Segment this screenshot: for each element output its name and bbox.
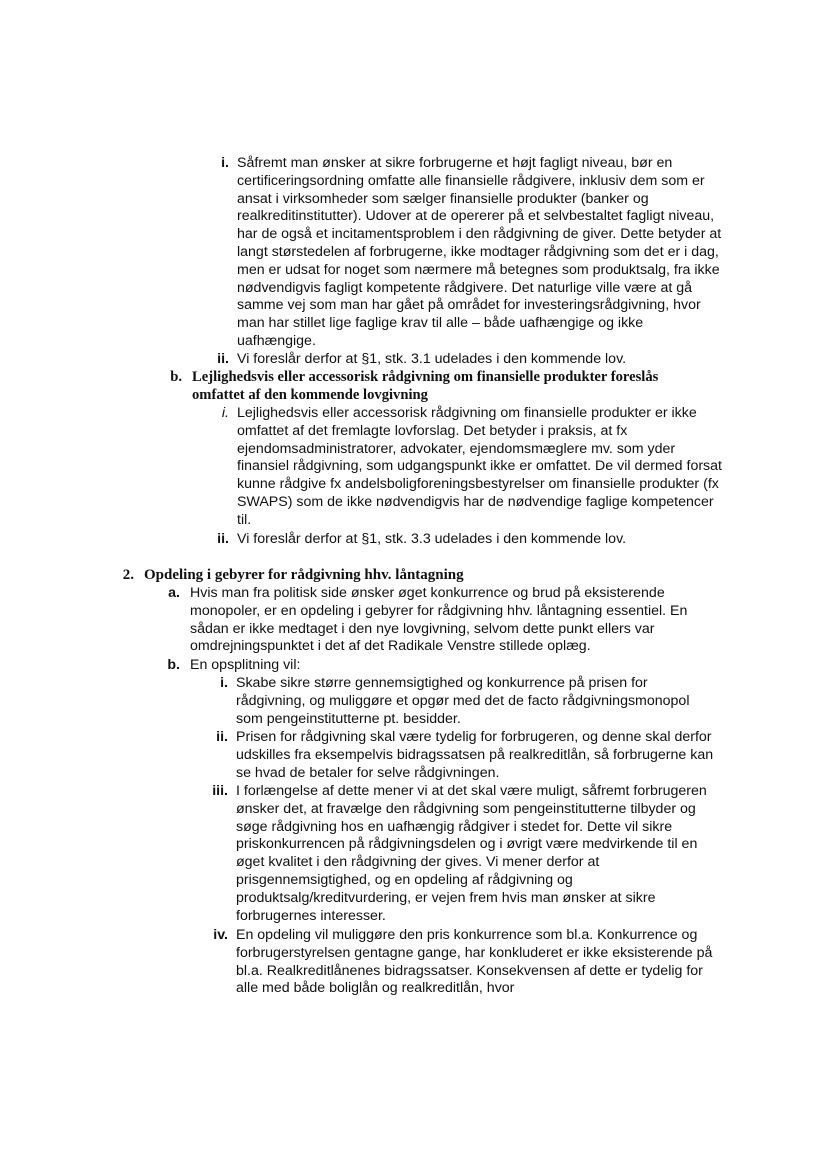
list-marker: i.: [220, 675, 228, 691]
section-title: Opdeling i gebyrer for rådgivning hhv. låntagning: [144, 567, 464, 583]
list-marker: b.: [167, 657, 180, 673]
list-item-1a-i: [205, 155, 725, 351]
list-item-text: Lejlighedsvis eller accessorisk rådgivning om finansielle produkter er ikke omfattet af det fremlagte lovforslag. Det betyder i praksis, at fx ejendomsadministratorer, advokater, ejendomsmæglere mv. som yder finansiel rådgivning, som udgangspunkt ikke er omfattet. De vil dermed forsat kunne rådgive fx andelsboligforeningsbestyrelser om finansielle produkter (fx SWAPS) som de ikke nødvendigvis har de nødvendige faglige kompetencer til.: [237, 405, 722, 528]
list-item-1b-ii: [205, 531, 725, 549]
list-marker: i.: [221, 155, 229, 171]
list-marker: b.: [170, 369, 182, 385]
list-marker: ii.: [217, 351, 229, 367]
list-item-heading: Lejlighedsvis eller accessorisk rådgivning om finansielle produkter foreslås omfattet af den kommende lovgivning: [192, 369, 659, 403]
list-item-text: I forlængelse af dette mener vi at det skal være muligt, såfremt forbrugeren ønsker det, at fravælge den rådgivning som pengeinstitutterne tilbyder og søge rådgivning hos en uafhængig rådgiver i stedet for. Dette vil sikre priskonkurrencen på rådgivningsdelen og i øvrigt være medvirkende til en øget kvalitet i den rådgivning der gives. Vi mener derfor at prisgennemsigtighed, og en opdeling af rådgivning og produktsalg/kreditvurdering, er vejen frem hvis man ønsker at sikre forbrugernes interesser.: [236, 783, 707, 924]
section-heading-2: [112, 567, 712, 585]
list-marker: ii.: [216, 729, 228, 745]
list-item-2b-ii: [200, 729, 720, 782]
list-item-2a: [160, 585, 720, 656]
list-item-2b-iii: [200, 783, 720, 925]
list-item-2b-iv: [200, 927, 720, 998]
list-marker: iii.: [212, 783, 228, 799]
list-item-text: Vi foreslår derfor at §1, stk. 3.3 udelades i den kommende lov.: [237, 531, 627, 547]
list-item-text: En opsplitning vil:: [190, 657, 301, 673]
list-item-1b: [160, 369, 700, 405]
list-item-2b-i: [200, 675, 720, 728]
list-item-text: Skabe sikre større gennemsigtighed og konkurrence på prisen for rådgivning, og muliggøre et opgør med det de facto rådgivningsmonopol som pengeinstitutterne pt. besidder.: [236, 675, 690, 727]
list-item-1b-i: [205, 405, 725, 530]
list-marker: ii.: [217, 531, 229, 547]
list-item-text: En opdeling vil muliggøre den pris konkurrence som bl.a. Konkurrence og forbrugerstyrelsen gentagne gange, har konkluderet er ikke eksisterende på bl.a. Realkreditlånenes bidragssatser. Konsekvensen af dette er tydelig for alle med både boliglån og realkreditlån, hvor: [236, 927, 713, 997]
list-marker: i.: [221, 405, 229, 421]
section-number: 2.: [122, 567, 134, 583]
list-item-text: Vi foreslår derfor at §1, stk. 3.1 udelades i den kommende lov.: [237, 351, 627, 367]
list-marker: a.: [168, 585, 180, 601]
list-item-text: Hvis man fra politisk side ønsker øget konkurrence og brud på eksisterende monopoler, er en opdeling i gebyrer for rådgivning hhv. låntagning essentiel. En sådan er ikke medtaget i den nye lovgivning, selvom dette punkt ellers var omdrejningspunktet i det af det Radikale Venstre stillede oplæg.: [190, 585, 688, 655]
list-item-text: Såfremt man ønsker at sikre forbrugerne et højt fagligt niveau, bør en certificeringsordning omfatte alle finansielle rådgivere, inklusiv dem som er ansat i virksomheder som sælger finansielle produkter (banker og realkreditinstitutter). Udover at de opererer på et selvbestaltet fagligt niveau, har de også et incitamentsproblem i den rådgivning de giver. Dette betyder at langt størstedelen af forbrugerne, ikke modtager rådgivning som det er i dag, men er udsat for noget som nærmere må betegnes som produktsalg, fra ikke nødvendigvis fagligt kompetente rådgivere. Det naturlige ville være at gå samme vej som man har gået på området for investeringsrådgivning, hvor man har stillet lige faglige krav til alle – både uafhængige og ikke uafhængige.: [237, 155, 722, 349]
list-item-1a-ii: [205, 351, 725, 369]
list-item-text: Prisen for rådgivning skal være tydelig for forbrugeren, og denne skal derfor udskilles fra eksempelvis bidragssatsen på realkreditlån, så forbrugerne kan se hvad de betaler for selve rådgivningen.: [236, 729, 714, 781]
list-item-2b: [160, 657, 720, 675]
list-marker: iv.: [213, 927, 228, 943]
